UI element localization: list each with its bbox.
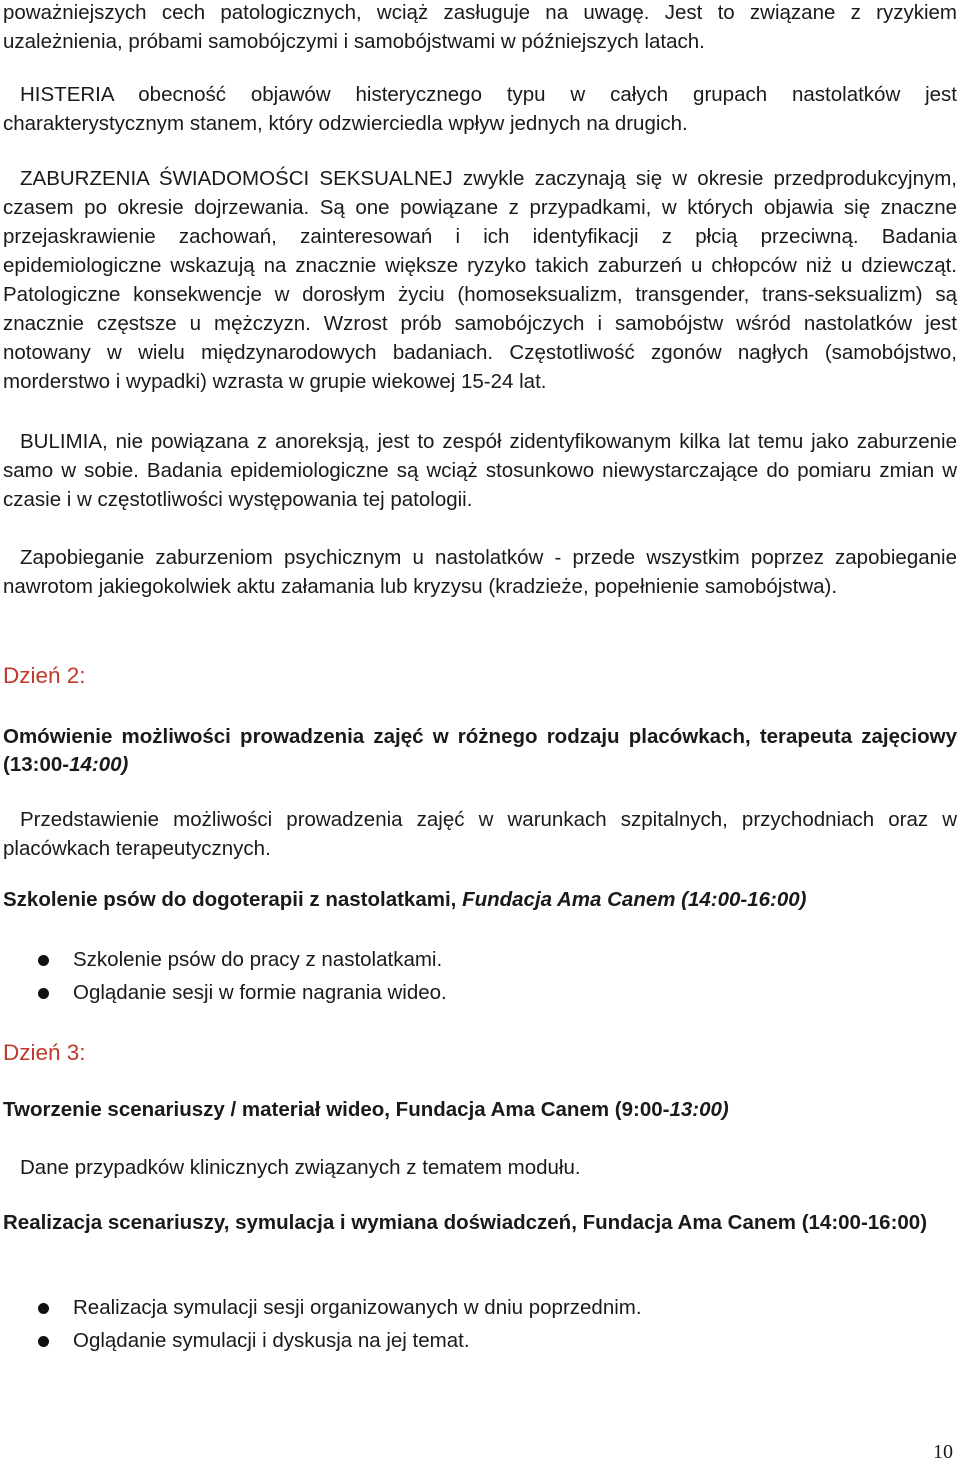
list-item: Realizacja symulacji sesji organizowanych w dniu poprzednim. xyxy=(0,1292,940,1325)
bullet-icon xyxy=(38,955,49,966)
day3-session1-title: Tworzenie scenariuszy / materiał wideo, Fundacja Ama Canem (9:00-13:00) xyxy=(3,1098,729,1121)
list-item: Oglądanie sesji w formie nagrania wideo. xyxy=(0,977,940,1010)
day3-session1-desc: Dane przypadków klinicznych związanych z tematem modułu. xyxy=(20,1156,581,1179)
bullet-icon xyxy=(38,1336,49,1347)
list-item: Szkolenie psów do pracy z nastolatkami. xyxy=(0,944,940,977)
day2-session2-title: Szkolenie psów do dogoterapii z nastolatkami, Fundacja Ama Canem (14:00-16:00) xyxy=(3,888,807,911)
paragraph-intro: poważniejszych cech patologicznych, wciąż zasługuje na uwagę. Jest to związane z ryzykiem uzależnienia, próbami samobójczymi i samobójstwami w późniejszych latach. xyxy=(3,1,957,53)
bullet-icon xyxy=(38,988,49,999)
list-item: Oglądanie symulacji i dyskusja na jej temat. xyxy=(0,1325,940,1358)
bullet-icon xyxy=(38,1303,49,1314)
day3-session2-list xyxy=(0,1292,940,1357)
day3-session2-title: Realizacja scenariuszy, symulacja i wymiana doświadczeń, Fundacja Ama Canem (14:00-16:00) xyxy=(3,1211,928,1234)
paragraph-zaburzenia: ZABURZENIA ŚWIADOMOŚCI SEKSUALNEJ zwykle zaczynają się w okresie przedprodukcyjnym, czasem po okresie dojrzewania. Są one powiązane z przypadkami, w których objawia się znaczne przejaskrawienie zachowań, zainteresowań i ich identyfikacji z płcią przeciwną. Badania epidemiologiczne wskazują na znacznie większe ryzyko takich zaburzeń u chłopców niż u dziewcząt. Patologiczne konsekwencje w dorosłym życiu (homoseksualizm, transgender, trans-seksualizm) są znacznie częstsze u mężczyzn. Wzrost prób samobójczych i samobójstw wśród nastolatków jest notowany w wielu międzynarodowych badaniach. Częstotliwość zgonów nagłych (samobójstwo, morderstwo i wypadki) wzrasta w grupie wiekowej 15-24 lat. xyxy=(3,167,957,393)
day2-heading: Dzień 2: xyxy=(3,663,86,688)
day2-session1-desc: Przedstawienie możliwości prowadzenia zajęć w warunkach szpitalnych, przychodniach oraz w placówkach terapeutycznych. xyxy=(3,808,957,860)
day3-heading: Dzień 3: xyxy=(3,1040,86,1065)
paragraph-histeria: HISTERIA obecność objawów histerycznego typu w całych grupach nastolatków jest charakterystycznym stanem, który odzwierciedla wpływ jednych na drugich. xyxy=(3,83,957,135)
paragraph-bulimia: BULIMIA, nie powiązana z anoreksją, jest to zespół zidentyfikowanym kilka lat temu jako zaburzenie samo w sobie. Badania epidemiologiczne są wciąż stosunkowo niewystarczające do pomiaru zmian w czasie i w częstotliwości występowania tej patologii. xyxy=(3,430,957,511)
page-number: 10 xyxy=(933,1441,953,1463)
day2-session2-list xyxy=(0,944,940,1009)
day2-session1-title: Omówienie możliwości prowadzenia zajęć w różnego rodzaju placówkach, terapeuta zajęciowy (13:00-14:00) xyxy=(3,725,957,776)
paragraph-zapobieganie: Zapobieganie zaburzeniom psychicznym u nastolatków - przede wszystkim poprzez zapobieganie nawrotom jakiegokolwiek aktu załamania lub kryzysu (kradzieże, popełnienie samobójstwa). xyxy=(3,546,957,598)
